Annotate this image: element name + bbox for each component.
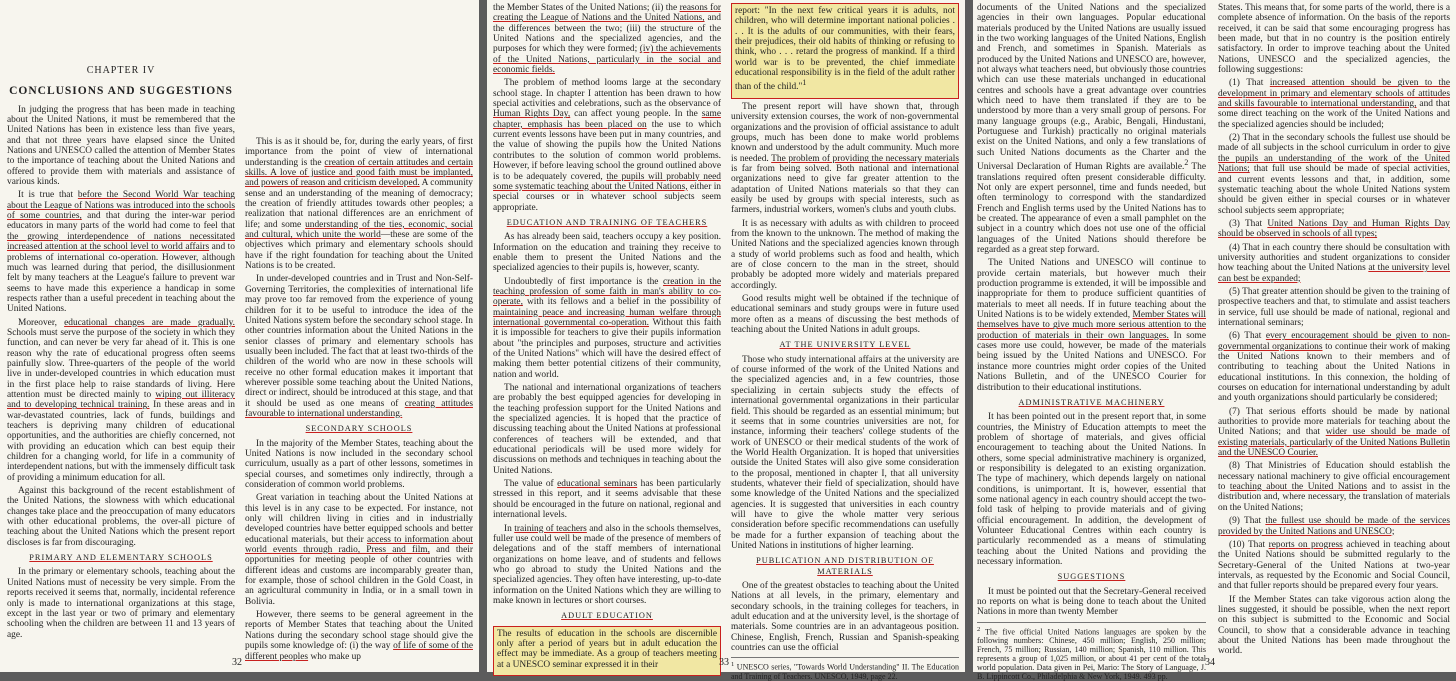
paragraph: In the majority of the Member States, teaching about the United Nations is now included in the secondary school curriculum, usually as a part of other lessons, sometimes in special courses, and sometimes only indirectly, through a consideration of common world problems. (245, 438, 473, 490)
underlined-passage: training of teachers (514, 523, 587, 534)
paragraph: Against this background of the recent establishment of the United Nations, the slowness with which educational changes take place and the preoccupation of many educators with other educational problems, the over-all picture of teaching about the United Nations which the present report discloses is far from discouraging. (7, 486, 235, 548)
paragraph: In training of teachers and also in the schools themselves, fuller use could well be made of the presence of members of delegations and of the staff members of international organizations on home leave, and of students and fellows who go abroad to study the United Nations and the specialized agencies. They often have interesting, up-to-date information on the United Nations which they are willing to make known in lectures or short courses. (493, 523, 721, 606)
footnote-marker: 1 (802, 78, 807, 88)
underlined-passage: understanding of the ties, economic, social and cultural, which unite the world (245, 219, 473, 241)
paragraph: The United Nations and UNESCO will continue to provide certain materials, but however much their production programme is extended, it will be impossible and inappropriate for them to produce sufficient quantities of materials to meet all needs. If in future teaching about the United Nations is to be widely extended, Member States will themselves have to give much more serious attention to the production of materials in their own languages. In some cases more use could, however, be made of the materials being issued by the United Nations and UNESCO. For instance more countries might order copies of the United Nations Bulletin, and of the UNESCO Courier for distribution to their educational institutions. (977, 258, 1206, 393)
underlined-passage: educational changes are made gradually. (64, 317, 235, 328)
paragraph: This is as it should be, for, during the early years, of first importance from the point of view of international understanding is the creation of certain attitudes and certain skills. A love of justice and good faith must be implanted, and powers of reason and criticism developed. A community sense and an understanding of the meaning of democracy; the creation of friendly attitudes towards other peoples; a realization that national differences are an enrichment of life; and some understanding of the ties, economic, social and cultural, which unite the world—these are some of the objectives which primary and elementary schools should have if the right foundation for teaching about the United Nations is to be created. (245, 137, 473, 272)
page-33 (487, 0, 965, 681)
paragraph: Good results might well be obtained if the technique of educational seminars and study groups were in future used more often as a means of discussing the best methods of teaching about the United Nations in adult groups. (731, 294, 959, 336)
underlined-passage: the fullest use should be made of the services provided by the United Nations and UNESCO; (1218, 516, 1450, 537)
underlined-passage: Human Rights Day, (493, 109, 571, 120)
paragraph: In the primary or elementary schools, teaching about the United Nations must of necessity be very simple. From the reports received it seems that, normally, incidental reference only is made to international organizations at this stage, except in the last year or two of primary and elementary schooling when the children are between 11 and 13 years of age. (7, 567, 235, 640)
section-heading: EDUCATION AND TRAINING OF TEACHERS (506, 217, 708, 227)
underlined-passage: educational seminars (557, 479, 638, 490)
page-33-column-2 (731, 3, 959, 681)
paragraph: One of the greatest obstacles to teaching about the United Nations at all levels, in the primary, elementary and secondary schools, in the training colleges for teachers, in adult education and at the university level, is the shortage of materials. Some countries are in an advantageous position. Chinese, English, French, Russian and Spanish-speaking countries can use the official (731, 581, 959, 654)
footnote-marker: 2 (1184, 158, 1189, 168)
paragraph: Great variation in teaching about the United Nations at this level is in any case to be expected. For instance, not only will children living in cities and in industrially developed countries have better equipped schools and better educational materials, but their access to information about world events through radio, Press and film, and their opportunities for meeting people of other countries with different ideas and customs are incomparably greater than, for example, those of school children in the Gold Coast, in an agricultural community in India, or in a small town in Bolivia. (245, 493, 474, 607)
suggestion-item: (8) That Ministries of Education should establish the necessary national machinery to give official encouragement to teaching about the United Nations and to assist in the distribution and, where necessary, the translation of materials on the United Nations; (1218, 461, 1450, 513)
section-heading: ADMINISTRATIVE MACHINERY (1018, 397, 1165, 407)
suggestion-item: (6) That every encouragement should be given to non-governmental organizations to continue their work of making the United Nations known to their members and of contributing to teaching about the United Nations in educational institutions. In this connexion, the holding of courses on education for international understanding by adult and youth organizations should particularly be considered; (1218, 331, 1450, 404)
underlined-passage: give the pupils an understanding of the work of the United Nations; (1218, 143, 1450, 175)
underlined-passage: wiping out illiteracy and to developing technical training. (7, 389, 235, 411)
underlined-passage: The problem of providing the necessary materials (771, 153, 959, 164)
page-number: 32 (232, 657, 242, 668)
paragraph: documents of the United Nations and the specialized agencies in their own languages. Popular educational materials produced by the United Nations are usually issued in the two working languages of the United Nations, English and French, and sometimes in Spanish. Materials as produced by the United Nations and UNESCO are, however, not always what teachers need, but obviously those countries which can use these materials unchanged in educational centres and schools have a great advantage over countries which need to have them translated if they are to be understood by more than a very small group of persons. For many language groups (e.g., Arabic, Bengali, Hindustani, Portuguese and Turkish) practically no original materials exist on the United Nations, and only a few translations of such United Nations documents as the Charter and the Universal Declaration of Human Rights are available.$^2$ The translations required often present considerable difficulty. Not only are expert personnel, time and funds needed, but often terminology to correspond with the standardized French and English terms used by the United Nations has to be created. The appearance of even a small pamphlet on the subject in a country which does not use one of the official languages of the United Nations should therefore be regarded as a great step forward. (977, 3, 1206, 256)
underlined-passage: (iv) the achievements of the United Nations, particularly in the social and economic fields. (493, 44, 721, 76)
page-34-column-1 (977, 3, 1206, 681)
page-32 (0, 0, 479, 672)
highlighted-quote-box (493, 626, 721, 676)
underlined-passage: access to information about world events through radio, Press and film, (245, 534, 473, 556)
paragraph: It is as necessary with adults as with children to proceed from the known to the unknown. The method of making the United Nations and the specialized agencies known through a study of world problems such as food and health, which are of close concern to the man in the street, should probably be adopted more widely and materials prepared accordingly. (731, 218, 959, 291)
section-heading: ADULT EDUCATION (561, 611, 653, 621)
paragraph: If the Member States can take vigorous action along the lines suggested, it should be possible, when the next report on this subject is submitted to the Economic and Social Council, to show that a considerable advance in teaching about the United Nations has been made throughout the world. (1218, 594, 1450, 657)
paragraph: Moreover, educational changes are made gradually. Schools must serve the purpose of the society in which they function, and can never be very far ahead of it. This is one reason why the rate of educational progress often seems painfully slow. Three-quarters of the people of the world live in under-developed countries in which education must in the first place help to raise standards of living. Here attention must be directed mainly to wiping out illiteracy and to developing technical training. In these areas and in war-devastated countries, lack of funds, buildings and teachers is depriving many children of educational opportunities, and the authorities are chiefly concerned, not with providing an education which can best equip their children for a changing world, for life in a community of interdependent nations, but with the immensely difficult task of providing a minimum education for all. (7, 317, 235, 483)
underlined-passage: Member States will themselves have to give much more serious attention to the production of materials in their own languages. (977, 310, 1206, 341)
paragraph: However, there seems to be general agreement in the reports of Member States that teaching about the United Nations during the secondary school stage should give the pupils some knowledge of: (i) the way of life of some of the different peoples who make up (245, 610, 473, 662)
page-32-column-2 (245, 137, 473, 665)
footnote: $^1$ UNESCO series, "Towards World Understanding" II. The Education and Training of Teachers. UNESCO, 1949, page 22. (731, 657, 959, 681)
paragraph: The results of education in the schools are discernible only after a period of years but in adult education the effect may be immediate. As a group of teachers meeting at a UNESCO seminar expressed it in their (497, 628, 717, 670)
underlined-passage: creating attitudes favourable to international understanding. (245, 398, 473, 419)
underlined-passage: teaching about the United Nations (1229, 482, 1368, 493)
paragraph: It is true that before the Second World War teaching about the League of Nations was introduced into the schools of some countries, and that during the inter-war period educators in many parts of the world had come to feel that the growing interdependence of nations necessitated increased attention at the school level to world affairs and to problems of international co-operation. However, although much was learned during that period, the disillusionment felt by many teachers at the League's failure to prevent war seems to have made this experience a handicap in some respects rather than a useful precedent in teaching about the United Nations. (7, 190, 235, 315)
underlined-passage: every encouragement should be given to non-governmental organizations (1218, 331, 1450, 352)
suggestion-item: (7) That serious efforts should be made by national authorities to provide more materials for teaching about the United Nations; and that wider use should be made of existing materials, particularly of the United Nations Bulletin and the UNESCO Courier. (1218, 406, 1450, 459)
page-34-column-2 (1218, 3, 1450, 660)
section-heading: SUGGESTIONS (1057, 572, 1126, 582)
paragraph: As has already been said, teachers occupy a key position. Information on the education and training they receive to enable them to present the United Nations and the specialized agencies to their pupils is, however, scanty. (493, 232, 721, 274)
underlined-passage: reasons for creating the League of Nations and the United Nations, (493, 3, 721, 24)
underlined-passage: increased attention should be given to the development in primary and elementary schools of attitudes and skills favourable to international understanding, (1218, 78, 1451, 110)
section-heading: AT THE UNIVERSITY LEVEL (779, 340, 911, 350)
suggestion-item: (3) That United Nations Day and Human Rights Day should be observed in schools of all types; (1218, 218, 1450, 240)
paragraph: It has been pointed out in the present report that, in some countries, the Ministry of Education attempts to meet the problem of shortage of materials, and gives official encouragement to teaching about the United Nations. In others, some special administrative machinery is organized, or responsibility is delegated to an existing organization. The type of machinery, which depends largely on national conditions, is unimportant. It is, however, essential that some national agency in each country should accept the two-fold task of helping to provide materials and of giving official encouragement. In addition, the development of Volunteer Educational Centres within each country is particularly recommended as a means of stimulating teaching about the United Nations and providing the necessary information. (977, 412, 1206, 567)
suggestion-item: (2) That in the secondary schools the fullest use should be made of all subjects in the school curriculum in order to give the pupils an understanding of the work of the United Nations; that full use should be made of special activities, and current events lessons and that, in addition, some systematic teaching about the whole United Nations system should be given either in special courses or in whatever school subjects seem appropriate; (1218, 133, 1450, 216)
underlined-passage: same chapter, emphasis has been placed on (493, 109, 721, 130)
page-number: 34 (1205, 657, 1215, 668)
section-heading: SECONDARY SCHOOLS (305, 424, 413, 434)
paragraph: In under-developed countries and in Trust and Non-Self-Governing Territories, the complexities of international life may prove too far removed from the experience of young children for it to be useful to introduce the idea of the United Nations system before the secondary school stage. In other countries information about the United Nations in the senior classes of primary and elementary schools has usually been included. The fact that at least two-thirds of the children of the world who are now in these schools will receive no other formal education makes it important that wherever possible some teaching about the United Nations, direct or indirect, should be introduced at this stage, and that it should be used as one means of creating attitudes favourable to international understanding. (245, 274, 473, 419)
page-number: 33 (719, 657, 729, 668)
suggestion-item: (10) That reports on progress achieved in teaching about the United Nations should be submitted regularly to the Secretary-General of the United Nations at two-year intervals, as requested by the Economic and Social Council, and that fuller reports should be prepared every four years. (1218, 539, 1450, 592)
suggestion-item: (5) That greater attention should be given to the training of prospective teachers and that, to stimulate and assist teachers in service, full use should be made of national, regional and international seminars; (1218, 286, 1450, 328)
page-34 (973, 0, 1456, 681)
suggestion-item: (9) That the fullest use should be made of the services provided by the United Nations and UNESCO; (1218, 516, 1450, 537)
underlined-passage: before the Second World War teaching about the League of Nations was introduced into the schools of some countries, (7, 190, 235, 222)
underlined-passage: the growing interdependence of nations necessitated increased attention at the school level to world affairs (7, 231, 235, 253)
underlined-passage: creation in the teaching profession of some faith in man's ability to co-operate, (493, 276, 721, 308)
page-32-column-1 (7, 66, 235, 643)
paragraph: Those who study international affairs at the university are of course informed of the work of the United Nations and the specialized agencies and, in a few countries, those specializing in certain subjects study the effects of international governmental organizations in their particular field. This should be regarded as an essential minimum; but it seems that in some countries universities are not, for instance, informing their teachers' college students of the work of UNESCO or their medical students of the work of the World Health Organization. It is hoped that universities outside the United States will also give some consideration to the proposal, mentioned in chapter I, that all university students, whatever their field of specialization, should have some knowledge of the United Nations and the specialized agencies. It is suggested that universities in each country will have to give the whole matter very serious consideration before specific recommendations can usefully be made for a further expansion of teaching about the United Nations in institutions of higher learning. (731, 354, 959, 551)
chapter-label: CHAPTER IV (86, 65, 156, 76)
page-33-column-1 (493, 3, 721, 676)
underlined-passage: reports on progress (1268, 539, 1343, 550)
underlined-passage: creation of certain attitudes and certain skills. A love of justice and good faith must be implanted, and powers of reason and criticism developed. (245, 157, 473, 189)
paragraph: The national and international organizations of teachers are probably the best equipped agencies for developing in the teaching profession support for the United Nations and the specialized agencies. It is hoped that the practice of discussing teaching about the United Nations at professional conferences of teachers will be extended, and that educational periodicals will be used more widely for discussions on methods and techniques in teaching about the United Nations. (493, 383, 721, 476)
underlined-passage: maintaining peace and increasing human welfare through international governmental co-operation. (493, 307, 721, 328)
underlined-passage: United Nations Day and Human Rights Day should be observed in schools of all types; (1218, 218, 1450, 240)
paragraph: It must be pointed out that the Secretary-General received no reports on what is being done to teach about the United Nations in more than twenty Member (977, 586, 1206, 618)
paragraph: The problem of method looms large at the secondary school stage. In chapter I attention has been drawn to how special activities and celebrations, such as the observance of Human Rights Day, can affect young people. In the same chapter, emphasis has been placed on the use to which current events lessons have been put in many countries, and the value of showing the pupils how the United Nations contributes to the solution of common world problems. However, if before leaving school the ground outlined above is to be adequately covered, the pupils will probably need some systematic teaching about the United Nations, either in special courses or in whatever school subjects seem appropriate. (493, 78, 722, 213)
underlined-passage: at the university level can best be expanded; (1218, 263, 1450, 284)
section-heading: PRIMARY AND ELEMENTARY SCHOOLS (29, 553, 213, 563)
section-heading: PUBLICATION AND DISTRIBUTION OF MATERIALS (756, 556, 934, 576)
paragraph: In judging the progress that has been made in teaching about the United Nations, it must be remembered that the United Nations has been in existence less than five years, and that not three years have elapsed since the United Nations and UNESCO called the attention of Member States to the importance of teaching about the United Nations and offered to provide them with materials and assistance of various kinds. (7, 104, 235, 188)
paragraph: the Member States of the United Nations; (ii) the reasons for creating the League of Nations and the United Nations, and the differences between the two; (iii) the structure of the United Nations and the specialized agencies, and the purposes for which they were formed; (iv) the achievements of the United Nations, particularly in the social and economic fields. (493, 3, 721, 76)
paragraph: States. This means that, for some parts of the world, there is a complete absence of information. On the basis of the reports received, it can be said that some encouraging progress has been made, but that in no country is the position entirely satisfactory. In order to improve teaching about the United Nations, UNESCO and the specialized agencies, the following suggestions: (1218, 3, 1450, 76)
suggestion-item: (1) That increased attention should be given to the development in primary and elementary schools of attitudes and skills favourable to international understanding, and that some direct teaching on the work of the United Nations and the specialized agencies should be included; (1218, 78, 1451, 130)
paragraph: The present report will have shown that, through university extension courses, the work of non-governmental organizations and the provision of official assistance to adult groups, much has been done to make world problems known and understood by the adult community. Much more is needed. The problem of providing the necessary materials is far from being solved. Both national and international organizations need to give far greater attention to the adaptation of United Nations materials so that they can easily be used by groups with special interests, such as farmers, industrial workers, women's clubs and youth clubs. (731, 101, 959, 216)
underlined-passage: the pupils will probably need some systematic teaching about the United Nations, (493, 171, 721, 192)
paragraph: The value of educational seminars has been particularly stressed in this report, and it seems advisable that these should be encouraged in the future on national, regional and international levels. (493, 479, 721, 521)
paragraph: Undoubtedly of first importance is the creation in the teaching profession of some faith in man's ability to co-operate, with its fellows and a belief in the possibility of maintaining peace and increasing human welfare through international governmental co-operation. Without this faith it is impossible for teachers to give their pupils information about "the principles and purposes, structure and activities of the United Nations" which will have the desired effect of making them better potential citizens of their community, nation and world. (493, 276, 722, 380)
underlined-passage: of life of some of the different peoples (245, 641, 473, 662)
page-title: CONCLUSIONS AND SUGGESTIONS (9, 85, 233, 98)
paragraph: report: "In the next few critical years it is adults, not children, who will determine important national policies . . . It is the adults of our communities, with their fears, their prejudices, their old habits of thinking or refusing to think, who . . . retard the progress of mankind. If a third world war is to be prevented, the chief immediate educational responsibility is in the field of the adult rather than of the child."$^1$ (735, 6, 955, 93)
highlighted-quote-box (731, 3, 959, 99)
suggestion-item: (4) That in each country there should be consultation with university authorities and student organizations to consider how teaching about the United Nations at the university level can best be expanded; (1218, 242, 1450, 284)
footnote: $^2$ The five official United Nations languages are spoken by the following numbers: Chinese, 450 million; English, 250 million; French, 75 million; Russian, 140 million; Spanish, 110 million. This represents a group of 1,025 million, or about 41 per cent of the total world population. Data given in Pei, Mario: The Story of Language, J. B. Lippincott Co., Philadelphia & New York, 1949. 493 pp. (977, 622, 1206, 681)
underlined-passage: wider use should be made of existing materials, particularly of the United Nations Bulletin and the UNESCO Courier. (1218, 427, 1450, 459)
